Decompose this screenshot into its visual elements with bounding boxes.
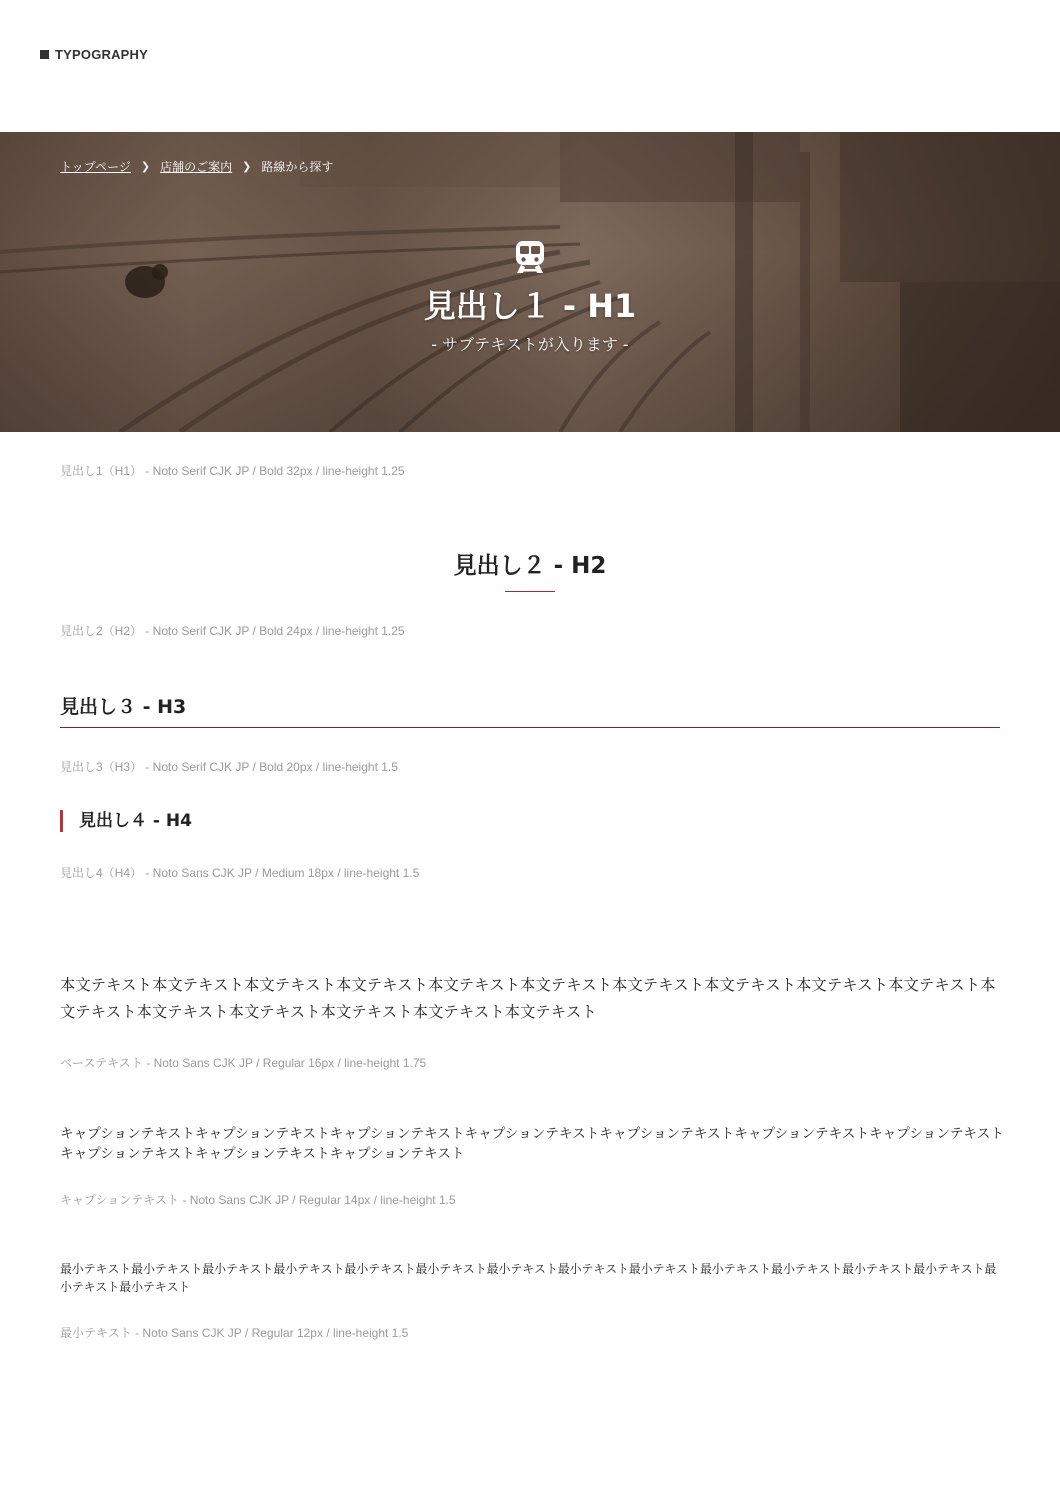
spec-caption-text: キャプションテキスト - Noto Sans CJK JP / Regular 14px / line-height 1.5 bbox=[60, 1193, 456, 1207]
breadcrumb bbox=[60, 158, 333, 175]
hero-heading-group bbox=[0, 240, 1060, 355]
spec-h1: 見出し1（H1） - Noto Serif CJK JP / Bold 32px / line-height 1.25 bbox=[60, 464, 405, 478]
h2-underline bbox=[505, 591, 555, 592]
small-text-sample: 最小テキスト最小テキスト最小テキスト最小テキスト最小テキスト最小テキスト最小テキスト最小テキスト最小テキスト最小テキスト最小テキスト最小テキスト最小テキスト最小テキスト最小テキスト bbox=[60, 1262, 997, 1294]
train-icon bbox=[515, 240, 545, 274]
chevron-right-icon: ❯ bbox=[140, 160, 151, 173]
heading-h3: 見出し３ - H3 bbox=[60, 692, 1000, 728]
section-label bbox=[40, 47, 148, 62]
chevron-right-icon: ❯ bbox=[242, 160, 252, 173]
spec-base-text: ベーステキスト - Noto Sans CJK JP / Regular 16px / line-height 1.75 bbox=[60, 1056, 427, 1070]
hero-banner bbox=[0, 132, 1060, 432]
body-text-sample: 本文テキスト本文テキスト本文テキスト本文テキスト本文テキスト本文テキスト本文テキスト本文テキスト本文テキスト本文テキスト本文テキスト本文テキスト本文テキスト本文テキスト本文テキスト本文テキスト bbox=[60, 976, 996, 1021]
square-icon bbox=[40, 50, 49, 59]
breadcrumb-link-stores[interactable]: 店舗のご案内 bbox=[160, 160, 233, 174]
page-title-h1: 見出し１ - H1 bbox=[423, 287, 637, 325]
spec-small-text: 最小テキスト - Noto Sans CJK JP / Regular 12px / line-height 1.5 bbox=[60, 1326, 409, 1340]
heading-h4: 見出し４ - H4 bbox=[60, 810, 192, 832]
heading-h2: 見出し２ - H2 bbox=[453, 553, 607, 579]
breadcrumb-current: 路線から探す bbox=[261, 160, 334, 174]
spec-h3: 見出し3（H3） - Noto Serif CJK JP / Bold 20px / line-height 1.5 bbox=[60, 760, 398, 774]
spec-h2: 見出し2（H2） - Noto Serif CJK JP / Bold 24px / line-height 1.25 bbox=[60, 624, 405, 638]
breadcrumb-link-top[interactable]: トップページ bbox=[60, 160, 131, 174]
section-label-text: TYPOGRAPHY bbox=[55, 47, 149, 62]
caption-text-sample: キャプションテキストキャプションテキストキャプションテキストキャプションテキストキャプションテキストキャプションテキストキャプションテキストキャプションテキストキャプションテキストキャプションテキスト bbox=[60, 1126, 1004, 1163]
hero-subtext: - サブテキストが入ります - bbox=[431, 335, 629, 354]
spec-h4: 見出し4（H4） - Noto Sans CJK JP / Medium 18px / line-height 1.5 bbox=[60, 866, 420, 880]
heading-h2-block bbox=[0, 552, 1060, 592]
